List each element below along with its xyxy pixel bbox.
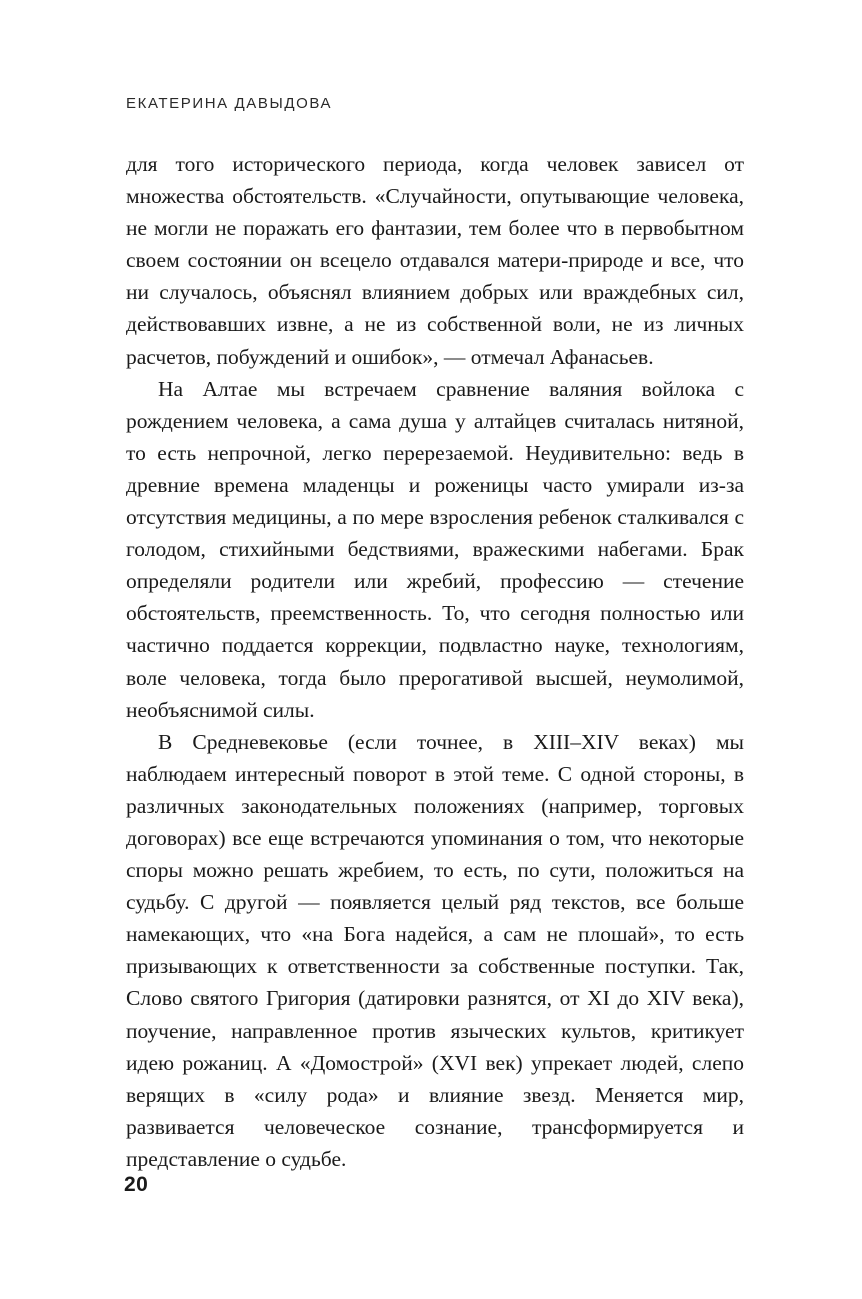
running-head: ЕКАТЕРИНА ДАВЫДОВА (126, 95, 333, 112)
paragraph-2: На Алтае мы встречаем сравнение валяния войлока с рождением человека, а сама душа у алтайцев считалась нитяной, то есть непрочной, легко перерезаемой. Неудивительно: ведь в древние времена младенцы и роженицы часто умирали из-за отсутствия медицины, а по мере взросления ребенок сталкивался с голодом, стихийными бедствиями, вражескими набегами. Брак определяли родители или жребий, профессию — стечение обстоятельств, преемственность. То, что сегодня полностью или частично поддается коррекции, подвластно науке, технологиям, воле человека, тогда было прерогативой высшей, неумолимой, необъяснимой силы. (126, 376, 744, 722)
body-text (126, 148, 744, 1175)
paragraph-1: для того исторического периода, когда человек зависел от множества обстоятельств. «Случайности, опутывающие человека, не могли не поражать его фантазии, тем более что в первобытном своем состоянии он всецело отдавался матери-природе и все, что ни случалось, объяснял влиянием добрых или враждебных сил, действовавших извне, а не из собственной воли, не из личных расчетов, побуждений и ошибок», — отмечал Афанасьев. (126, 152, 744, 369)
paragraph-3: В Средневековье (если точнее, в XIII–XIV веках) мы наблюдаем интересный поворот в этой теме. С одной стороны, в различных законодательных положениях (например, торговых договорах) все еще встречаются упоминания о том, что некоторые споры можно решать жребием, то есть, по сути, положиться на судьбу. С другой — появляется целый ряд текстов, все больше намекающих, что «на Бога надейся, а сам не плошай», то есть призывающих к ответственности за собственные поступки. Так, Слово святого Григория (датировки разнятся, от XI до XIV века), поучение, направленное против языческих культов, критикует идею рожаниц. А «Домострой» (XVI век) упрекает людей, слепо верящих в «силу рода» и влияние звезд. Меняется мир, развивается человеческое сознание, трансформируется и представление о судьбе. (126, 729, 744, 1171)
page-number: 20 (124, 1173, 149, 1196)
